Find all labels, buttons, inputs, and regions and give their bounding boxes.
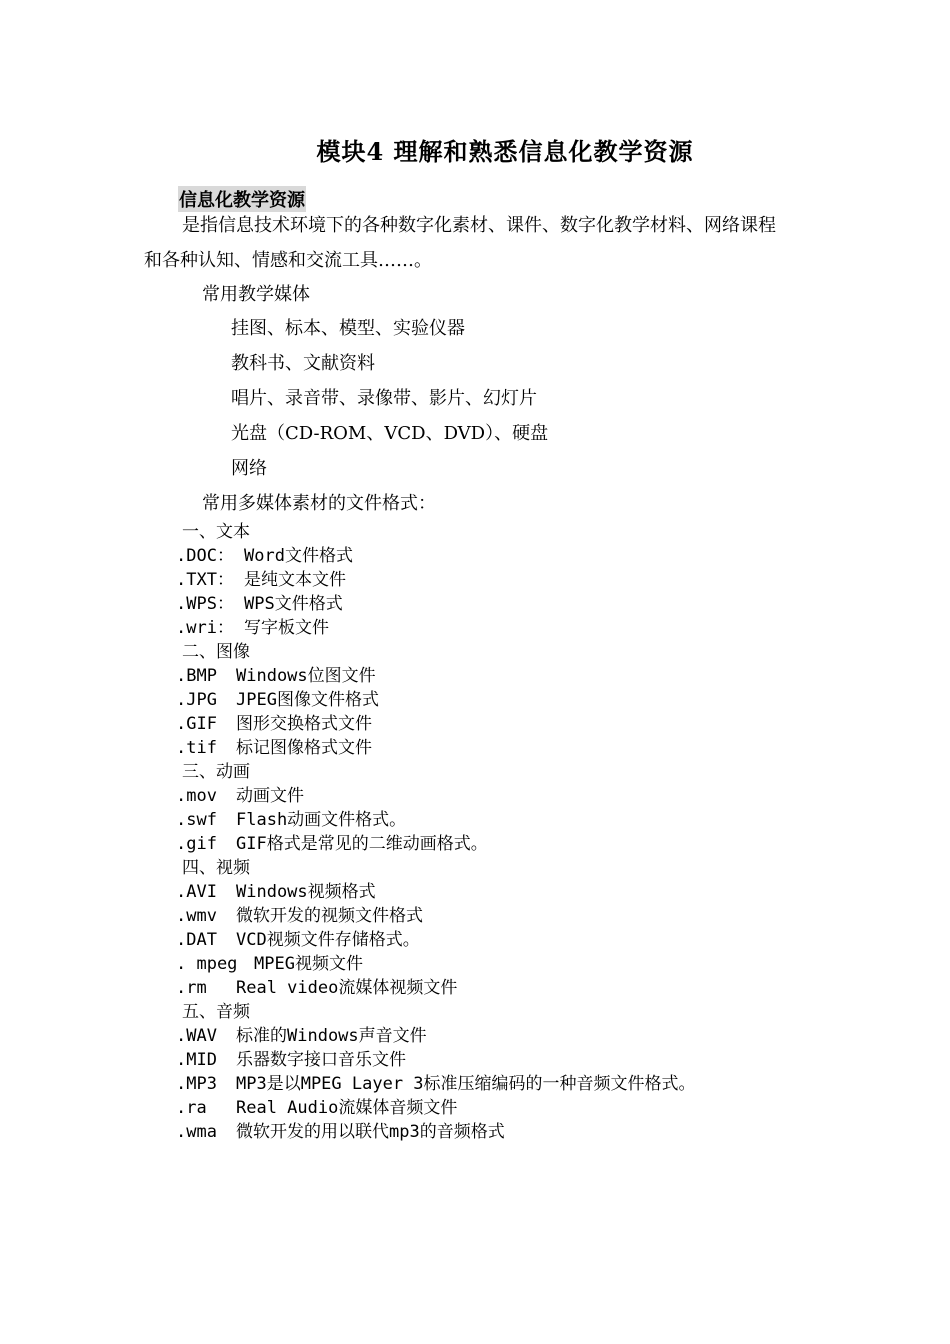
format-ext: .WPS： [176,594,234,614]
format-ext: .gif [176,834,217,854]
format-desc: 写字板文件 [244,618,329,638]
format-entry [176,1050,406,1070]
format-desc: MPEG视频文件 [254,954,363,974]
format-entry [176,738,372,758]
format-entry [176,594,343,614]
section-heading: 信息化教学资源 [178,186,306,212]
format-entry [176,570,346,590]
format-entry [176,666,376,686]
document-title: 模块4 理解和熟悉信息化教学资源 [316,137,694,166]
format-desc: 乐器数字接口音乐文件 [236,1050,406,1070]
format-ext: .MID [176,1050,217,1070]
format-entry [176,1122,505,1142]
format-entry [176,954,363,974]
media-item: 网络 [231,458,267,479]
format-ext: .wma [176,1122,217,1142]
format-desc: Real video流媒体视频文件 [236,978,458,998]
format-ext: .TXT： [176,570,234,590]
definition-line-2: 和各种认知、情感和交流工具……。 [144,250,432,271]
format-desc: 图形交换格式文件 [236,714,372,734]
format-ext: .MP3 [176,1074,217,1094]
media-item: 唱片、录音带、录像带、影片、幻灯片 [231,388,537,409]
format-section-title: 二、图像 [182,642,250,662]
format-desc: Windows位图文件 [236,666,376,686]
format-entry [176,1074,696,1094]
format-desc: VCD视频文件存储格式。 [236,930,420,950]
media-title: 常用教学媒体 [202,284,310,305]
format-entry [176,1098,457,1118]
format-entry [176,1026,427,1046]
format-ext: .swf [176,810,217,830]
format-entry [176,906,423,926]
format-ext: .wri： [176,618,234,638]
format-ext: .WAV [176,1026,217,1046]
format-ext: .ra [176,1098,207,1118]
format-desc: WPS文件格式 [244,594,343,614]
media-item: 教科书、文献资料 [231,353,375,374]
format-section-title: 一、文本 [182,522,250,542]
media-item: 挂图、标本、模型、实验仪器 [231,318,465,339]
format-desc: Windows视频格式 [236,882,376,902]
format-desc: 微软开发的视频文件格式 [236,906,423,926]
format-desc: GIF格式是常见的二维动画格式。 [236,834,488,854]
format-entry [176,834,488,854]
format-entry [176,930,420,950]
format-ext: .DAT [176,930,217,950]
format-entry [176,546,353,566]
format-entry [176,810,406,830]
format-ext: .wmv [176,906,217,926]
format-desc: JPEG图像文件格式 [236,690,379,710]
format-ext: .rm [176,978,207,998]
media-item: 光盘（CD-ROM、VCD、DVD）、硬盘 [231,423,549,444]
format-desc: 是纯文本文件 [244,570,346,590]
format-desc: 标准的Windows声音文件 [236,1026,427,1046]
format-ext: .BMP [176,666,217,686]
format-section-title: 五、音频 [182,1002,250,1022]
format-ext: .AVI [176,882,217,902]
definition-line-1: 是指信息技术环境下的各种数字化素材、课件、数字化教学材料、网络课程 [182,215,776,236]
format-ext: .GIF [176,714,217,734]
format-ext: .JPG [176,690,217,710]
format-desc: MP3是以MPEG Layer 3标准压缩编码的一种音频文件格式。 [236,1074,696,1094]
format-desc: 动画文件 [236,786,304,806]
format-section-title: 四、视频 [182,858,250,878]
format-desc: 标记图像格式文件 [236,738,372,758]
format-desc: Real Audio流媒体音频文件 [236,1098,458,1118]
format-entry [176,978,457,998]
format-section-title: 三、动画 [182,762,250,782]
formats-title: 常用多媒体素材的文件格式： [202,493,436,514]
format-entry [176,714,372,734]
format-entry [176,690,379,710]
format-desc: 微软开发的用以联代mp3的音频格式 [236,1122,505,1142]
format-entry [176,618,329,638]
format-entry [176,786,304,806]
format-ext: .DOC： [176,546,234,566]
format-desc: Flash动画文件格式。 [236,810,407,830]
format-ext: .tif [176,738,217,758]
format-ext: . mpeg [176,954,238,974]
format-ext: .mov [176,786,217,806]
format-desc: Word文件格式 [244,546,353,566]
format-entry [176,882,376,902]
